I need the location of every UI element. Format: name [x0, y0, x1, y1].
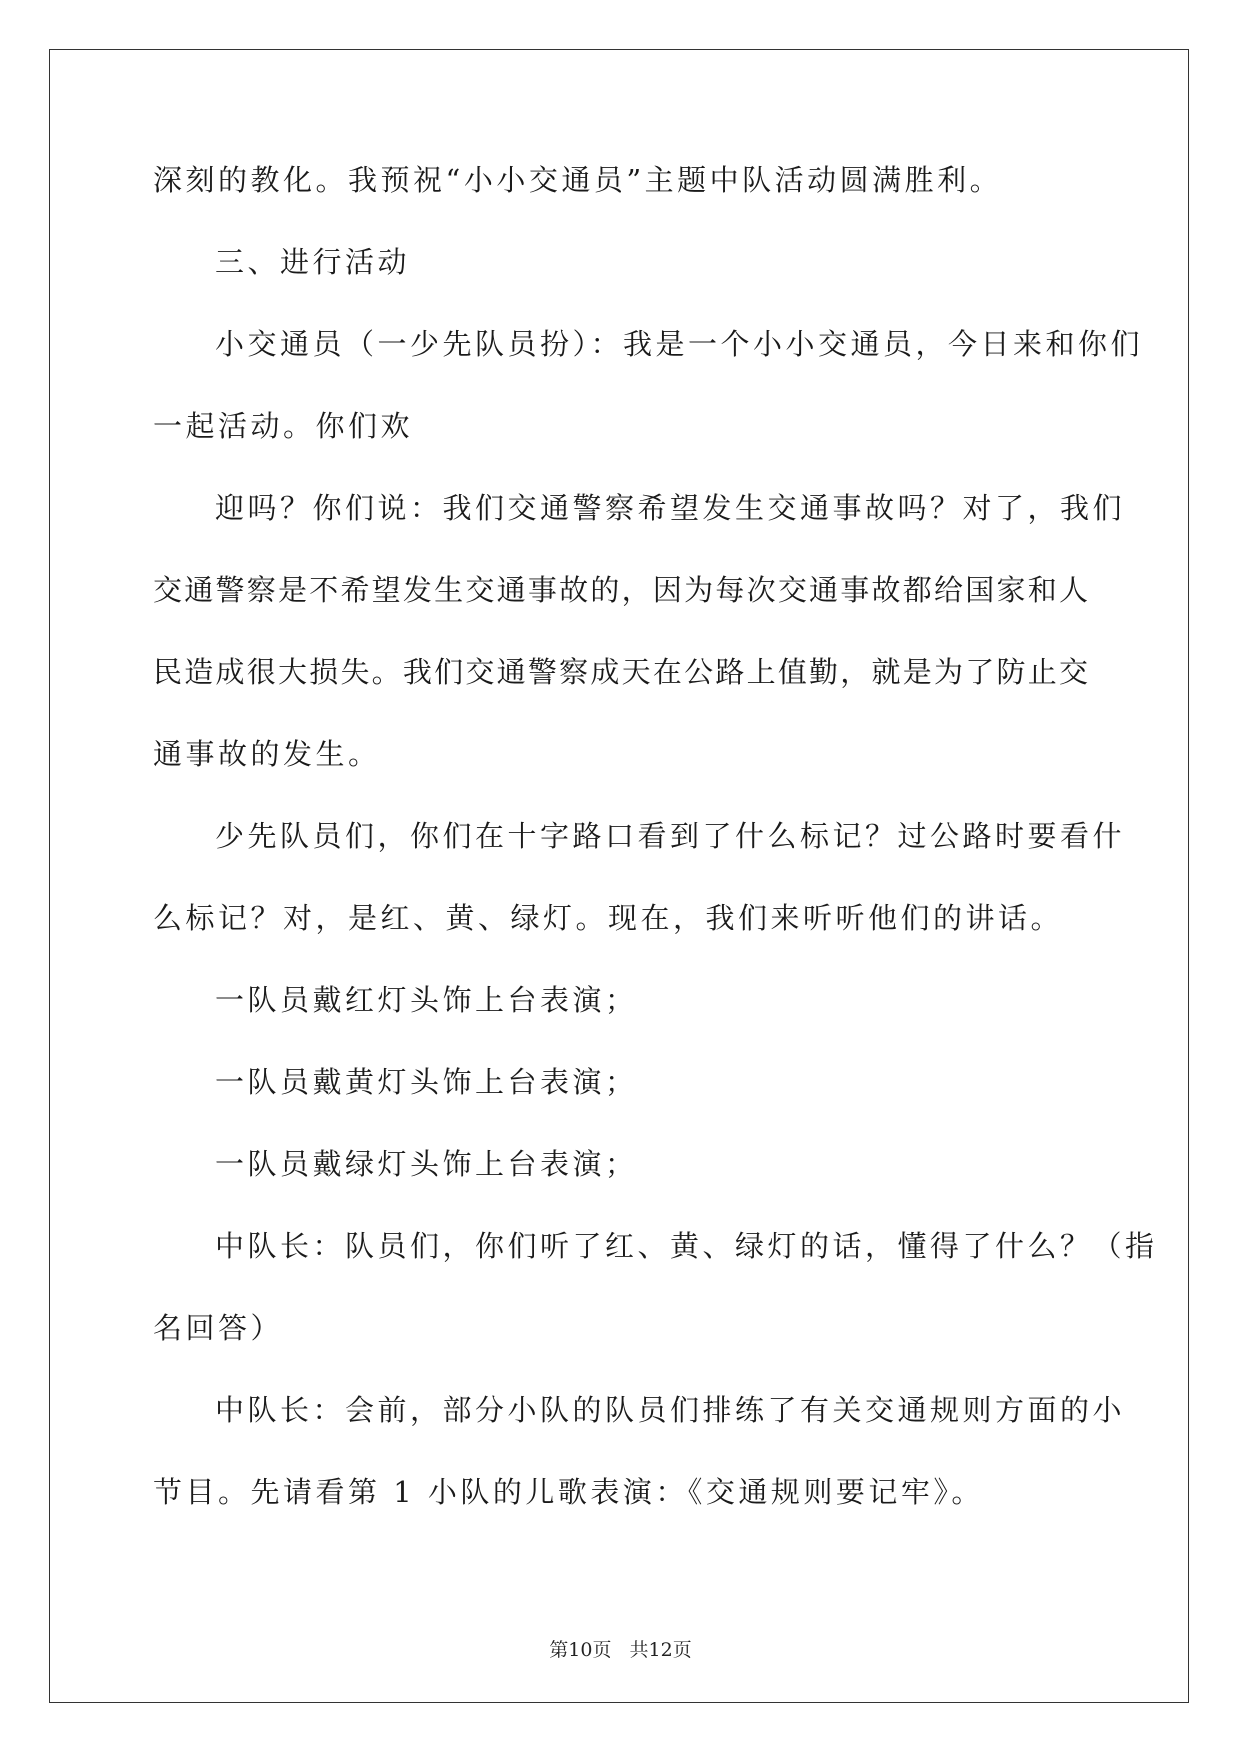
page-number: 第10页	[549, 1639, 612, 1661]
text-line: 中队长：队员们，你们听了红、黄、绿灯的话，懂得了什么？（指	[215, 1229, 1158, 1263]
text-line: 中队长：会前，部分小队的队员们排练了有关交通规则方面的小	[215, 1393, 1126, 1427]
text-line: 么标记？对，是红、黄、绿灯。现在，我们来听听他们的讲话。	[153, 901, 1064, 935]
text-line: 民造成很大损失。我们交通警察成天在公路上值勤，就是为了防止交	[153, 655, 1088, 689]
document-body	[153, 160, 1158, 1512]
text-line: 迎吗？你们说：我们交通警察希望发生交通事故吗？对了，我们	[215, 491, 1126, 525]
text-line: 节目。先请看第 1 小队的儿歌表演：《交通规则要记牢》。	[153, 1475, 984, 1509]
text-line: 一队员戴红灯头饰上台表演；	[215, 983, 638, 1017]
text-line: 名回答）	[153, 1311, 284, 1345]
text-line: 少先队员们，你们在十字路口看到了什么标记？过公路时要看什	[215, 819, 1126, 853]
page-footer	[0, 1638, 1241, 1662]
text-line: 小交通员（一少先队员扮）：我是一个小小交通员，今日来和你们	[215, 327, 1144, 361]
text-line: 通事故的发生。	[153, 737, 381, 771]
text-line: 一起活动。你们欢	[153, 409, 414, 443]
text-line: 一队员戴绿灯头饰上台表演；	[215, 1147, 638, 1181]
text-line: 深刻的教化。我预祝“小小交通员”主题中队活动圆满胜利。	[153, 163, 1003, 197]
section-heading: 三、进行活动	[215, 245, 411, 279]
text-line: 一队员戴黄灯头饰上台表演；	[215, 1065, 638, 1099]
page-total: 共12页	[629, 1639, 692, 1661]
text-line: 交通警察是不希望发生交通事故的，因为每次交通事故都给国家和人	[153, 573, 1088, 607]
